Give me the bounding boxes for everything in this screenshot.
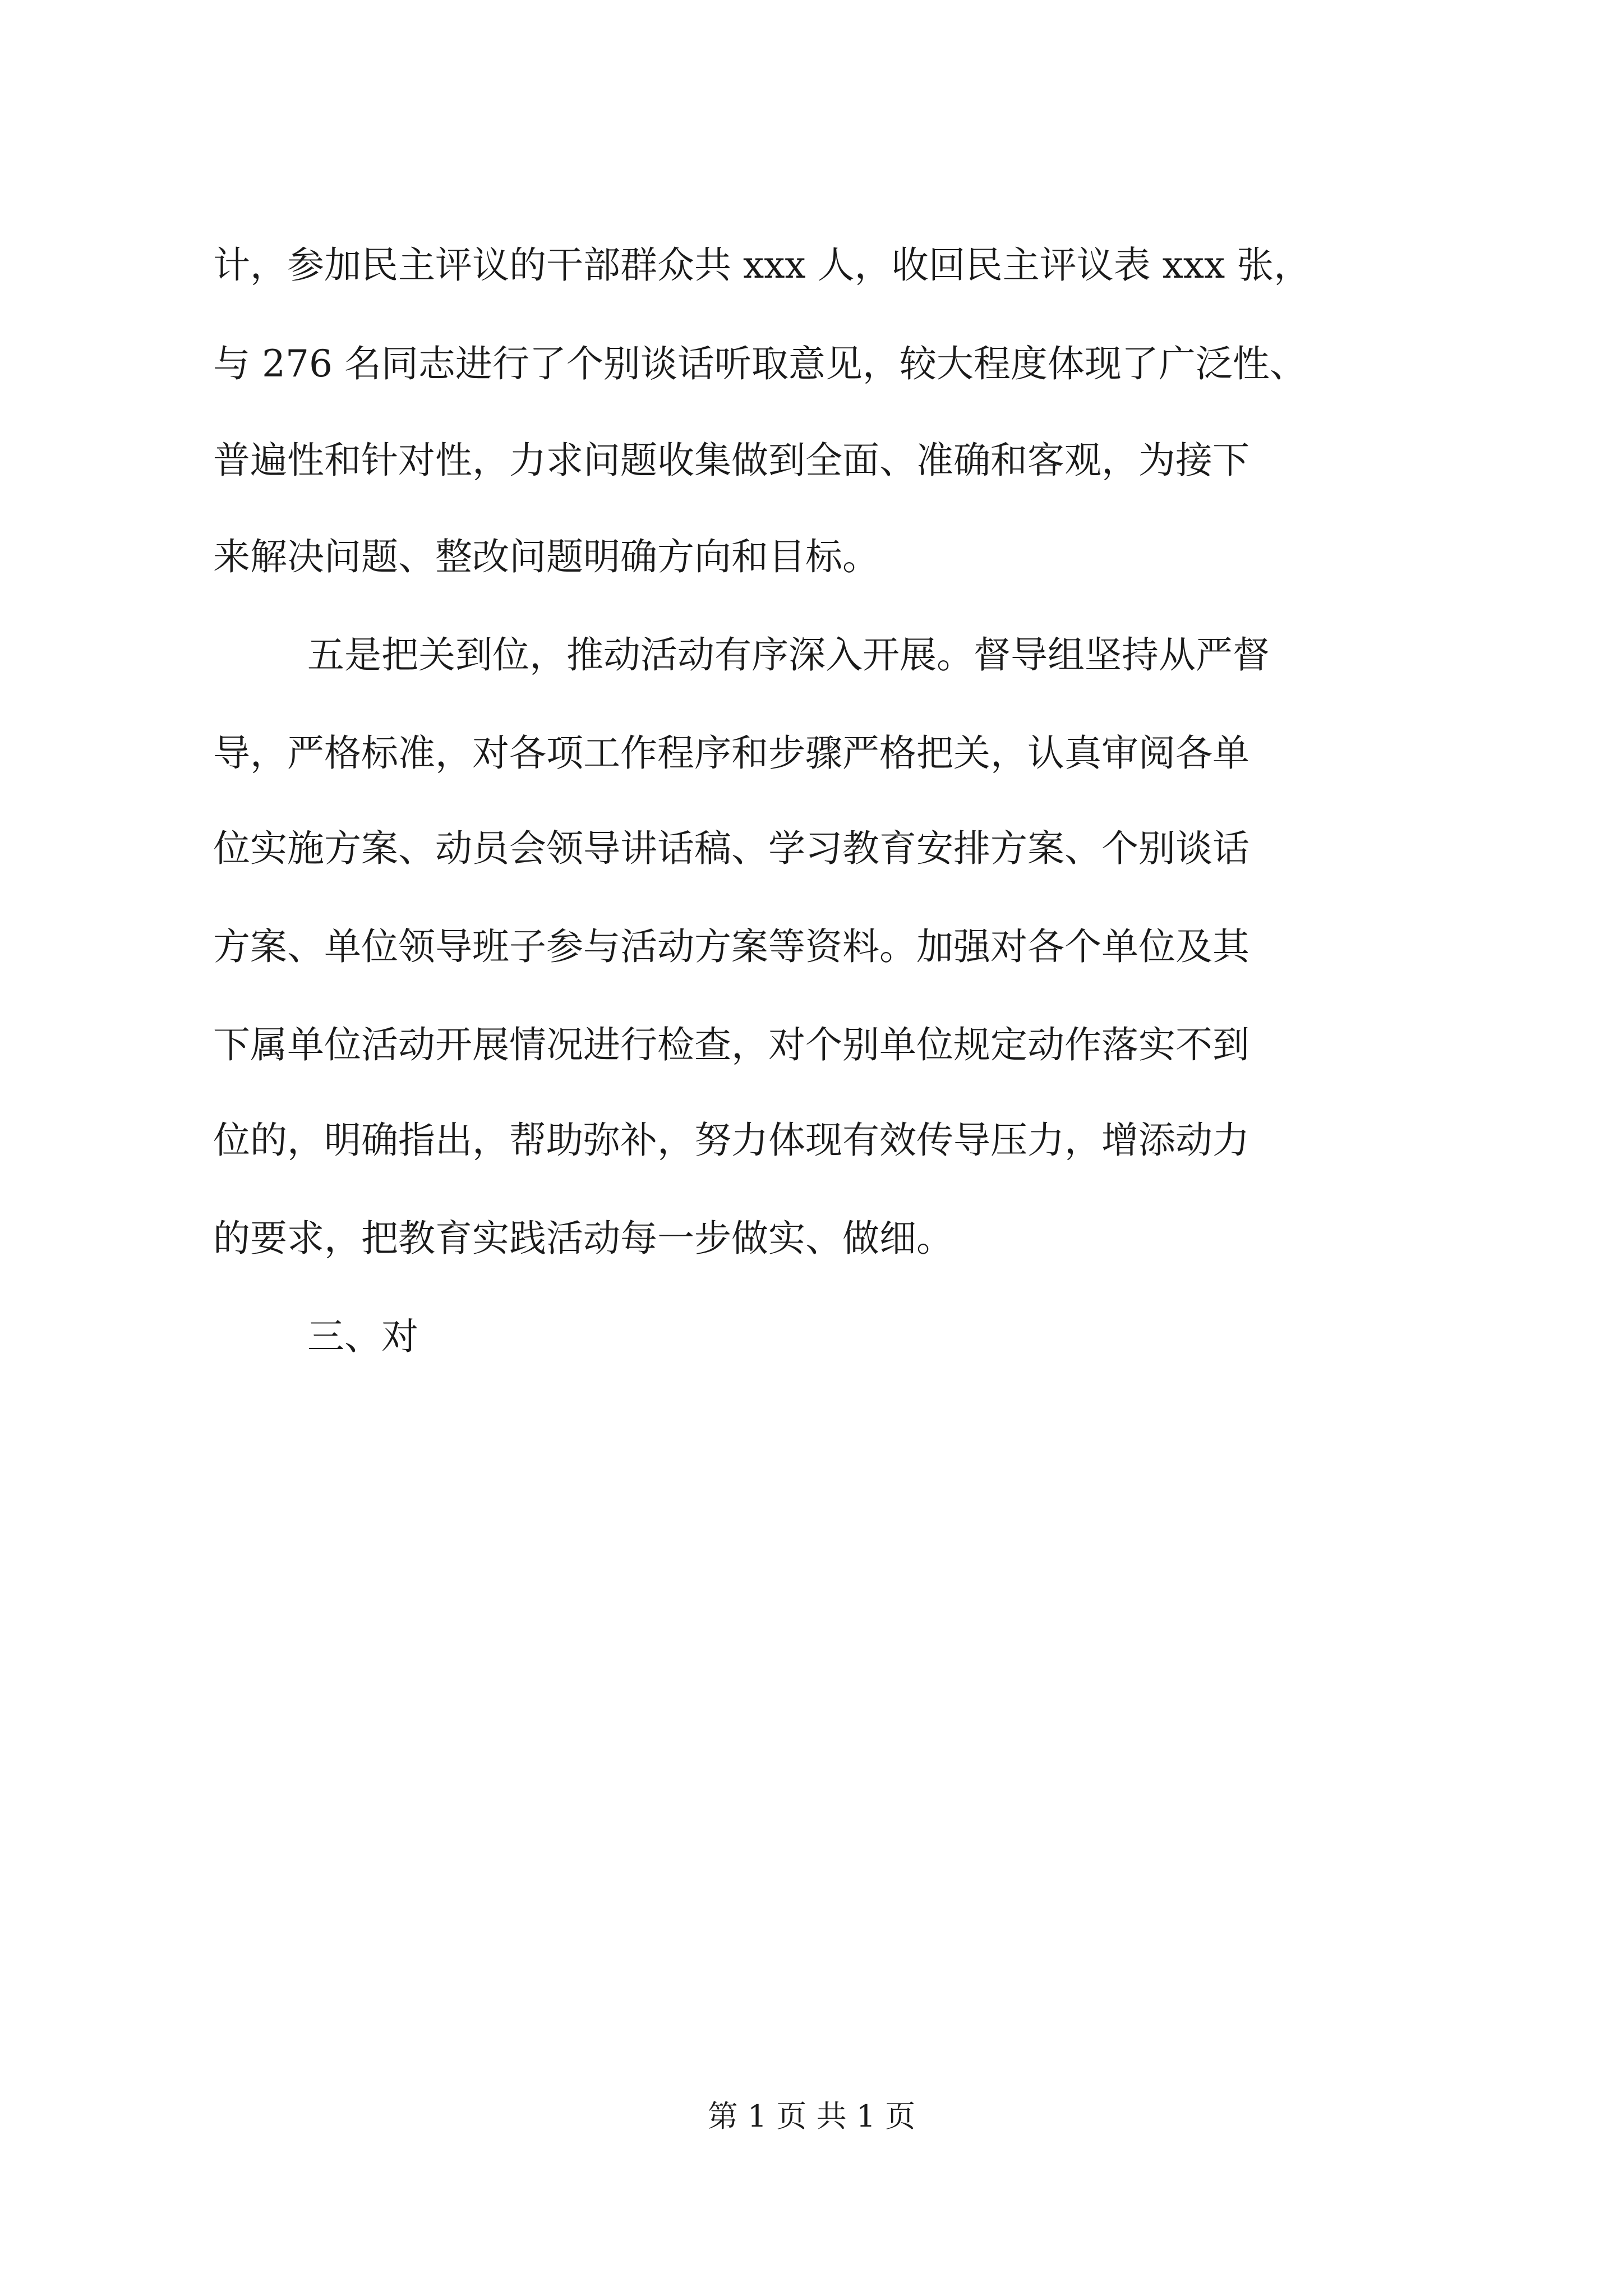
paragraph-line-11: 的要求，把教育实践活动每一步做实、做细。 [213,1217,953,1260]
paragraph-line-3: 普遍性和针对性，力求问题收集做到全面、准确和客观，为接下 [213,439,1249,482]
paragraph-line-4: 来解决问题、整改问题明确方向和目标。 [213,535,879,578]
paragraph-line-5: 五是把关到位，推动活动有序深入开展。督导组坚持从严督 [307,633,1270,677]
section-heading-start: 三、对 [307,1315,418,1358]
page-footer: 第 1 页 共 1 页 [707,2099,916,2134]
paragraph-line-8: 方案、单位领导班子参与活动方案等资料。加强对各个单位及其 [213,925,1249,968]
paragraph-line-10: 位的，明确指出，帮助弥补，努力体现有效传导压力，增添动力 [213,1119,1249,1162]
paragraph-line-2: 与 276 名同志进行了个别谈话听取意见，较大程度体现了广泛性、 [213,342,1307,385]
paragraph-line-7: 位实施方案、动员会领导讲话稿、学习教育安排方案、个别谈话 [213,827,1249,870]
paragraph-line-6: 导，严格标准，对各项工作程序和步骤严格把关，认真审阅各单 [213,731,1249,775]
paragraph-line-1: 计，参加民主评议的干部群众共 xxx 人，收回民主评议表 xxx 张， [213,243,1311,287]
paragraph-line-9: 下属单位活动开展情况进行检查，对个别单位规定动作落实不到 [213,1023,1249,1066]
